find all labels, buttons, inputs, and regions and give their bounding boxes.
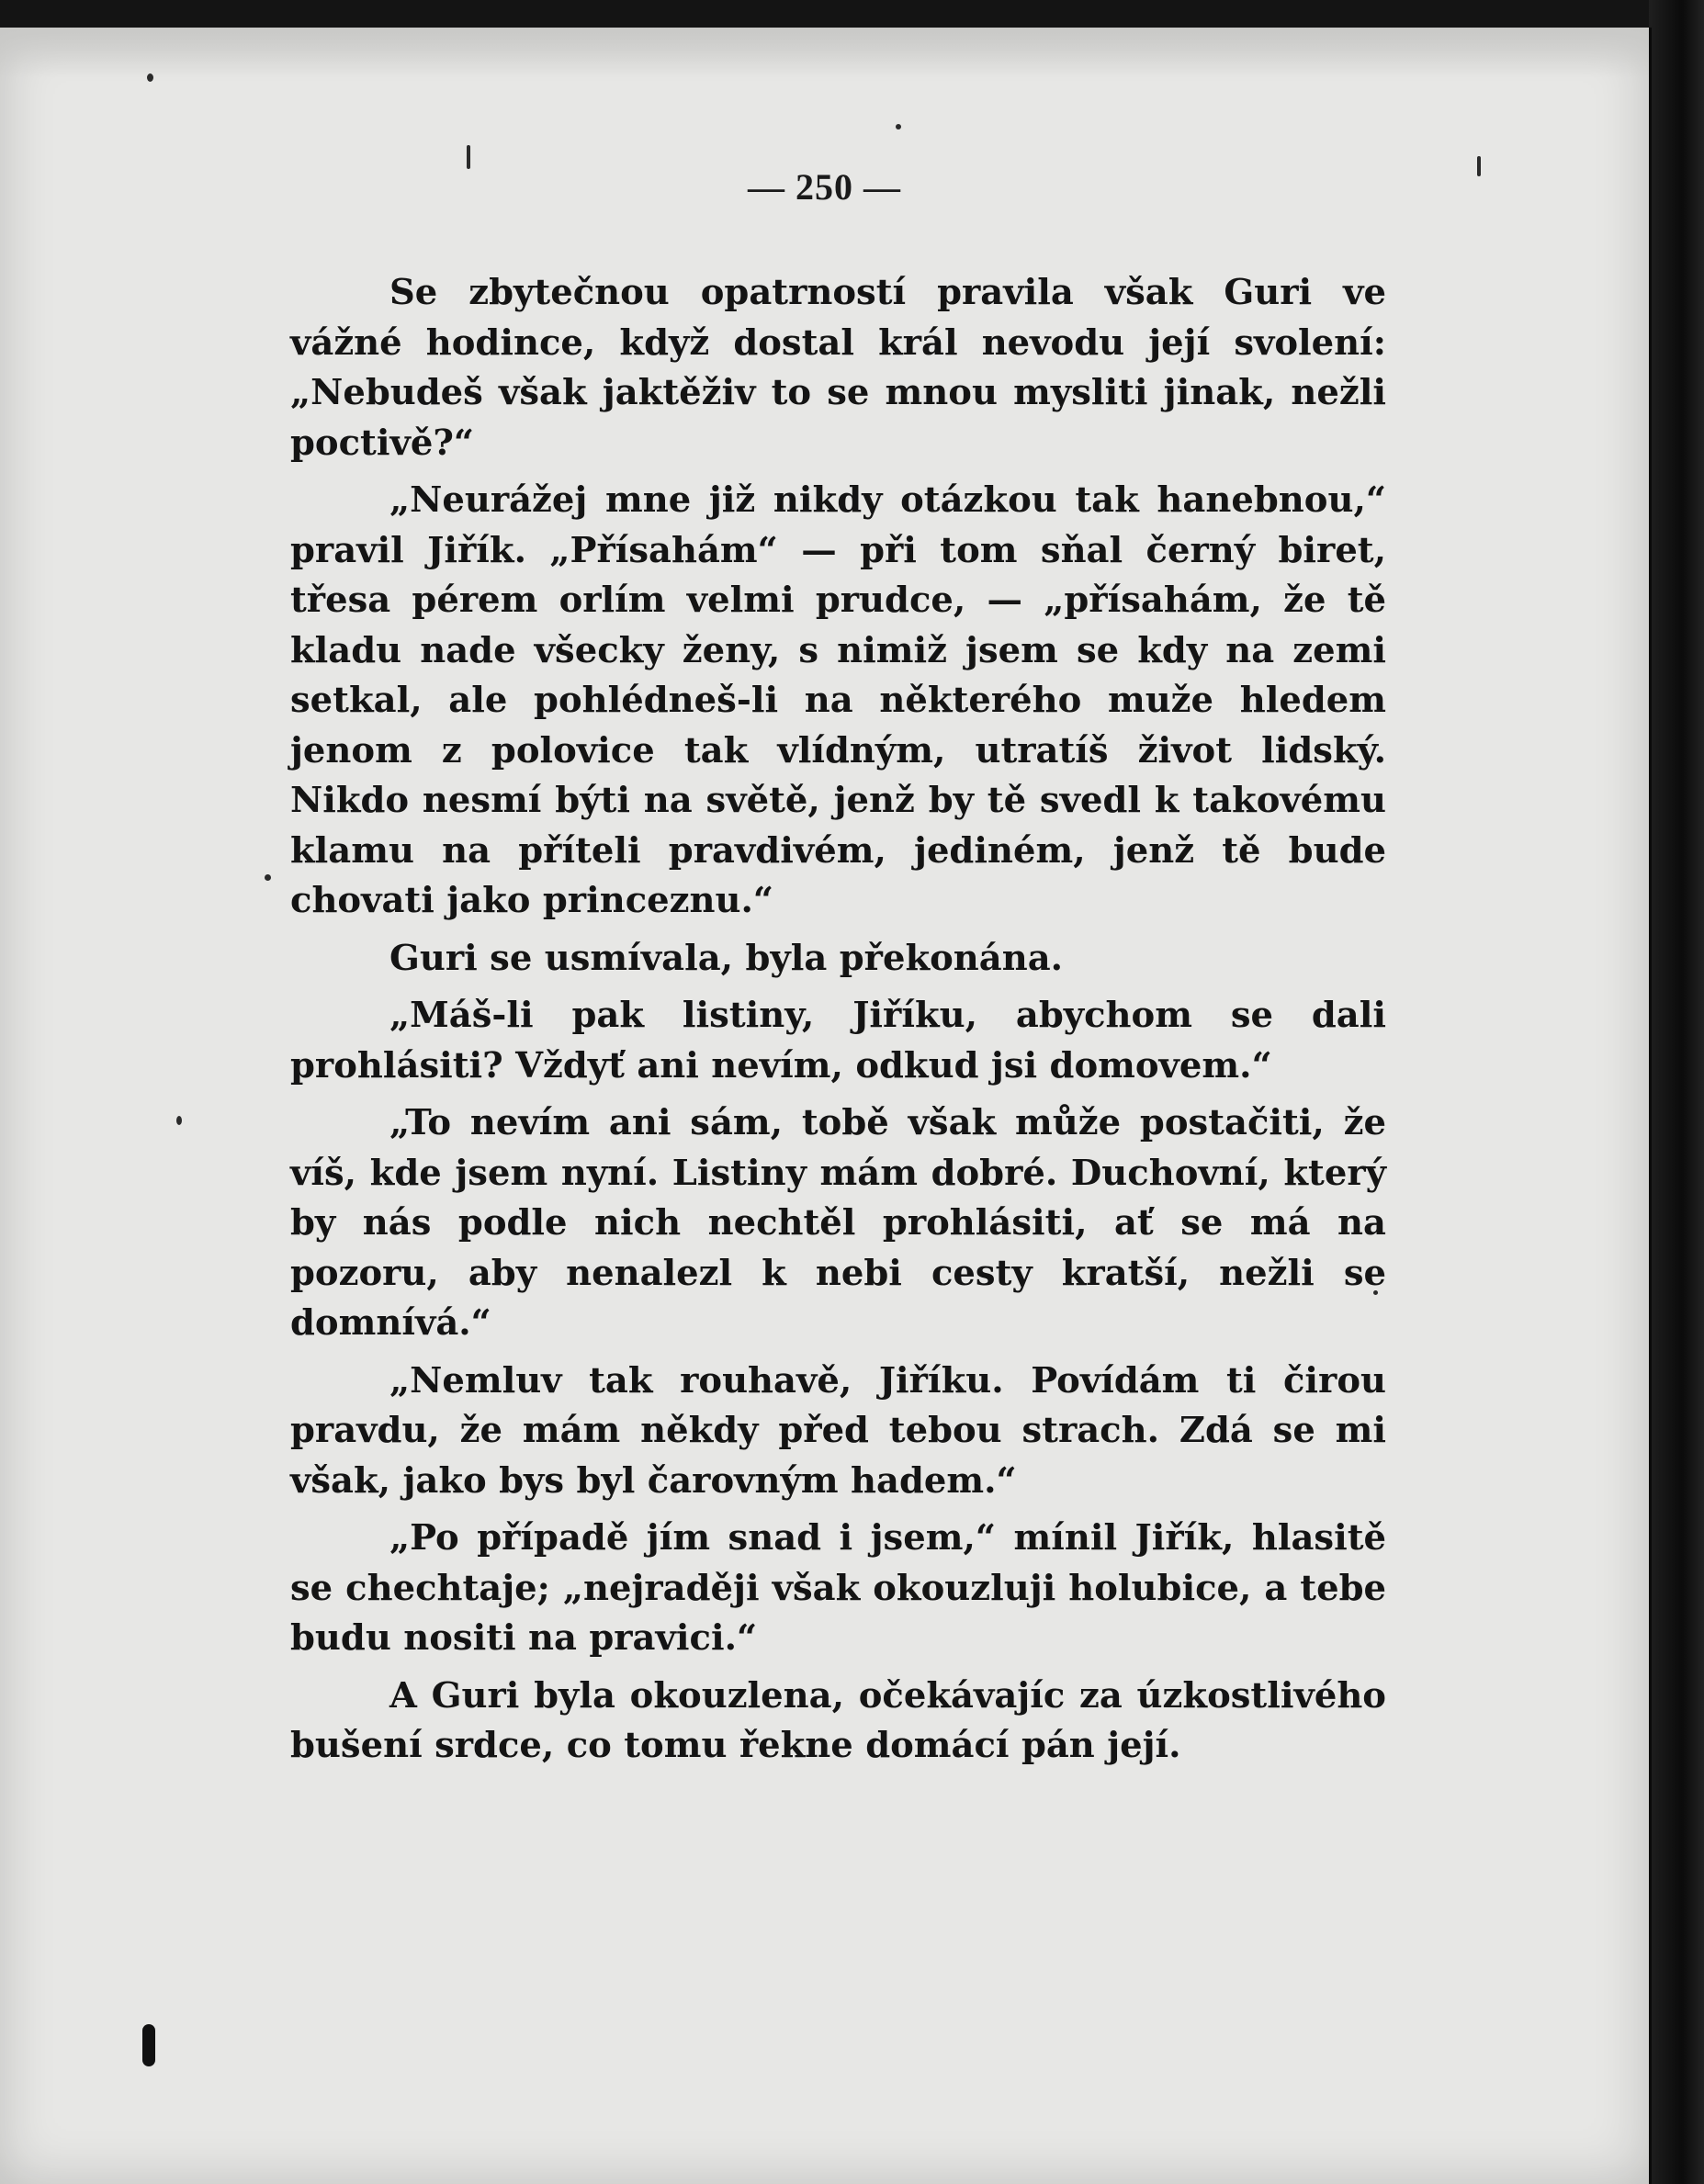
paragraph: „Neurážej mne již nikdy otázkou tak hanebnou,“ pravil Jiřík. „Přísahám“ — při tom sňal černý biret, třesa pérem orlím velmi prudce, — „přísahám, že tě kladu nade všecky ženy, s nimiž jsem se kdy na zemi setkal, ale pohlédneš-li na některého muže hledem jenom z polovice tak vlídným, utratíš život lidský. Nikdo nesmí býti na světě, jenž by tě svedl k takovému klamu na příteli pravdivém, jediném, jenž tě bude chovati jako princeznu.“ [290, 479, 1386, 921]
scan-dark-edge [1649, 0, 1704, 2184]
paragraph: A Guri byla okouzlena, očekávajíc za úzkostlivého bušení srdce, co tomu řekne domácí pán její. [290, 1674, 1386, 1766]
paragraph: Guri se usmívala, byla překonána. [389, 937, 1064, 979]
paragraph: „Máš-li pak listiny, Jiříku, abychom se dali prohlásiti? Vždyť ani nevím, odkud jsi domovem.“ [290, 995, 1386, 1086]
print-speck [176, 1116, 182, 1125]
body-text [290, 268, 1386, 1779]
paragraph: „Po případě jím snad i jsem,“ mínil Jiřík, hlasitě se chechtaje; „nejraději však okouzluji holubice, a tebe budu nositi na pravici.“ [290, 1517, 1386, 1659]
print-speck [896, 124, 901, 129]
paragraph: Se zbytečnou opatrností pravila však Guri ve vážné hodince, když dostal král nevodu její svolení: „Nebudeš však jaktěživ to se mnou mysliti jinak, nežli poctivě?“ [290, 272, 1386, 464]
book-page [0, 28, 1649, 2184]
page-number: — 250 — [748, 166, 901, 208]
page-edge [1649, 28, 1652, 2184]
print-speck [142, 2024, 155, 2066]
print-speck [147, 73, 153, 82]
paragraph: „To nevím ani sám, tobě však může postačiti, že víš, kde jsem nyní. Listiny mám dobré. Duchovní, který by nás podle nich nechtěl prohlásiti, ať se má na pozoru, aby nenalezl k nebi cesty kratší, nežli se domnívá.“ [290, 1102, 1386, 1344]
print-speck [265, 874, 271, 881]
paragraph: „Nemluv tak rouhavě, Jiříku. Povídám ti čirou pravdu, že mám někdy před tebou strach. Zdá se mi však, jako bys byl čarovným hadem.“ [290, 1359, 1386, 1502]
